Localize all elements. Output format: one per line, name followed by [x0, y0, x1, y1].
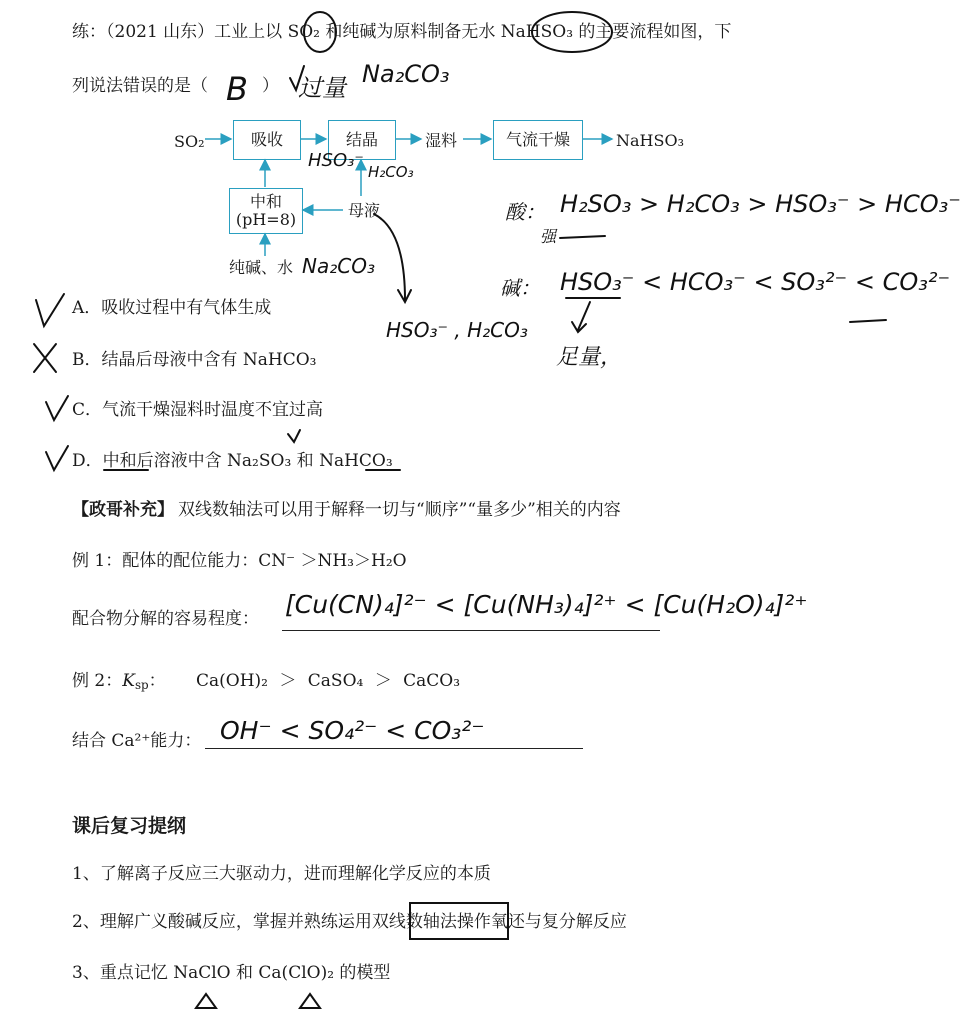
handwritten-acid-label: 酸： — [505, 200, 545, 224]
option-c: C．气流干燥湿料时温度不宜过高 — [72, 400, 324, 420]
flow-so2-input: SO₂ — [174, 132, 205, 151]
handwritten-example-1-answer: [Cu(CN)₄]²⁻ < [Cu(NH₃)₄]²⁺ < [Cu(H₂O)₄]²⁺ — [285, 590, 808, 619]
handwritten-h2co3: H₂CO₃ — [368, 163, 414, 181]
example-1-question: 配合物分解的容易程度： — [72, 609, 259, 629]
handwritten-example-2-answer: OH⁻ < SO₄²⁻ < CO₃²⁻ — [220, 716, 485, 745]
underline-strong — [560, 236, 605, 238]
flow-box-airdry: 气流干燥 — [493, 120, 583, 160]
handwritten-na2co3-note: Na₂CO₃ — [362, 60, 450, 88]
flow-neutralize-line2: (pH=8) — [235, 210, 297, 229]
example-2-colon: ： — [148, 671, 166, 691]
flow-box-crystallize: 结晶 — [328, 120, 396, 160]
question-line-2: 列说法错误的是（ — [72, 76, 208, 96]
supplement-text: 双线数轴法可以用于解释一切与“顺序”“量多少”相关的内容 — [178, 500, 621, 520]
underline-co3 — [850, 320, 886, 322]
check-option-d — [46, 446, 68, 470]
triangle-caclo2 — [300, 994, 320, 1008]
handwritten-acid-order: H₂SO₃ > H₂CO₃ > HSO₃⁻ > HCO₃⁻ — [560, 190, 961, 218]
arrow-base-note — [578, 302, 590, 330]
ksp-symbol: K — [122, 671, 135, 691]
option-a: A．吸收过程中有气体生成 — [72, 298, 272, 318]
handwritten-base-order: HSO₃⁻ < HCO₃⁻ < SO₃²⁻ < CO₃²⁻ — [560, 268, 951, 296]
flow-product: NaHSO₃ — [616, 131, 684, 150]
tick-so3 — [288, 430, 300, 442]
handwritten-base-note: 足量， — [556, 345, 623, 370]
review-item-2: 2、理解广义酸碱反应，掌握并熟练运用双线数轴法操作氧还与复分解反应 — [72, 912, 627, 932]
flow-box-neutralize — [229, 188, 303, 234]
arrow-base-note-head — [572, 322, 586, 332]
check-option-c — [46, 396, 68, 420]
review-item-1: 1、了解离子反应三大驱动力，进而理解化学反应的本质 — [72, 864, 491, 884]
cross-option-b — [34, 344, 56, 372]
option-b: B．结晶后母液中含有 NaHCO₃ — [72, 350, 317, 370]
handwritten-hso3: HSO₃⁻ — [308, 150, 364, 171]
flow-wet-material: 湿料 — [425, 131, 458, 150]
arrow-mother-liquor-head — [398, 290, 411, 302]
example-2-answer-line — [205, 748, 583, 749]
flow-soda-water: 纯碱、水 — [229, 258, 294, 277]
question-line-1: 练：（2021 山东）工业上以 SO₂ 和纯碱为原料制备无水 NaHSO₃ 的主要流程如图，下 — [72, 22, 732, 42]
handwritten-base-label: 碱： — [500, 276, 540, 300]
flow-neutralize-line1: 中和 — [249, 192, 282, 211]
example-2-prefix: 例 2： — [72, 671, 123, 691]
handwritten-acid-strong: 强 — [540, 227, 557, 246]
example-2-question: 结合 Ca²⁺能力： — [72, 731, 202, 751]
handwritten-mother-contents: HSO₃⁻ , H₂CO₃ — [386, 318, 528, 342]
handwritten-excess-note: 过量 — [298, 74, 346, 102]
example-1: 例 1：配体的配位能力：CN⁻ ＞NH₃＞H₂O — [72, 551, 407, 571]
review-item-3: 3、重点记忆 NaClO 和 Ca(ClO)₂ 的模型 — [72, 963, 391, 983]
question-line-2-close: ） — [262, 76, 279, 96]
ksp-subscript: sp — [134, 677, 149, 692]
example-2 — [72, 671, 166, 695]
option-d: D．中和后溶液中含 Na₂SO₃ 和 NaHCO₃ — [72, 451, 393, 471]
supplement-tag: 【政哥补充】 — [72, 500, 174, 520]
check-option-a — [36, 294, 64, 326]
example-1-answer-line — [282, 630, 660, 631]
flow-mother-liquor: 母液 — [348, 201, 381, 220]
review-title: 课后复习提纲 — [72, 815, 187, 837]
handwritten-answer: B — [226, 70, 248, 108]
triangle-naclo — [196, 994, 216, 1008]
flow-box-absorb: 吸收 — [233, 120, 301, 160]
arrow-mother-liquor — [374, 214, 405, 300]
example-2-order: Ca(OH)₂ ＞ CaSO₄ ＞ CaCO₃ — [196, 671, 461, 691]
handwritten-flow-na2co3: Na₂CO₃ — [302, 254, 375, 278]
